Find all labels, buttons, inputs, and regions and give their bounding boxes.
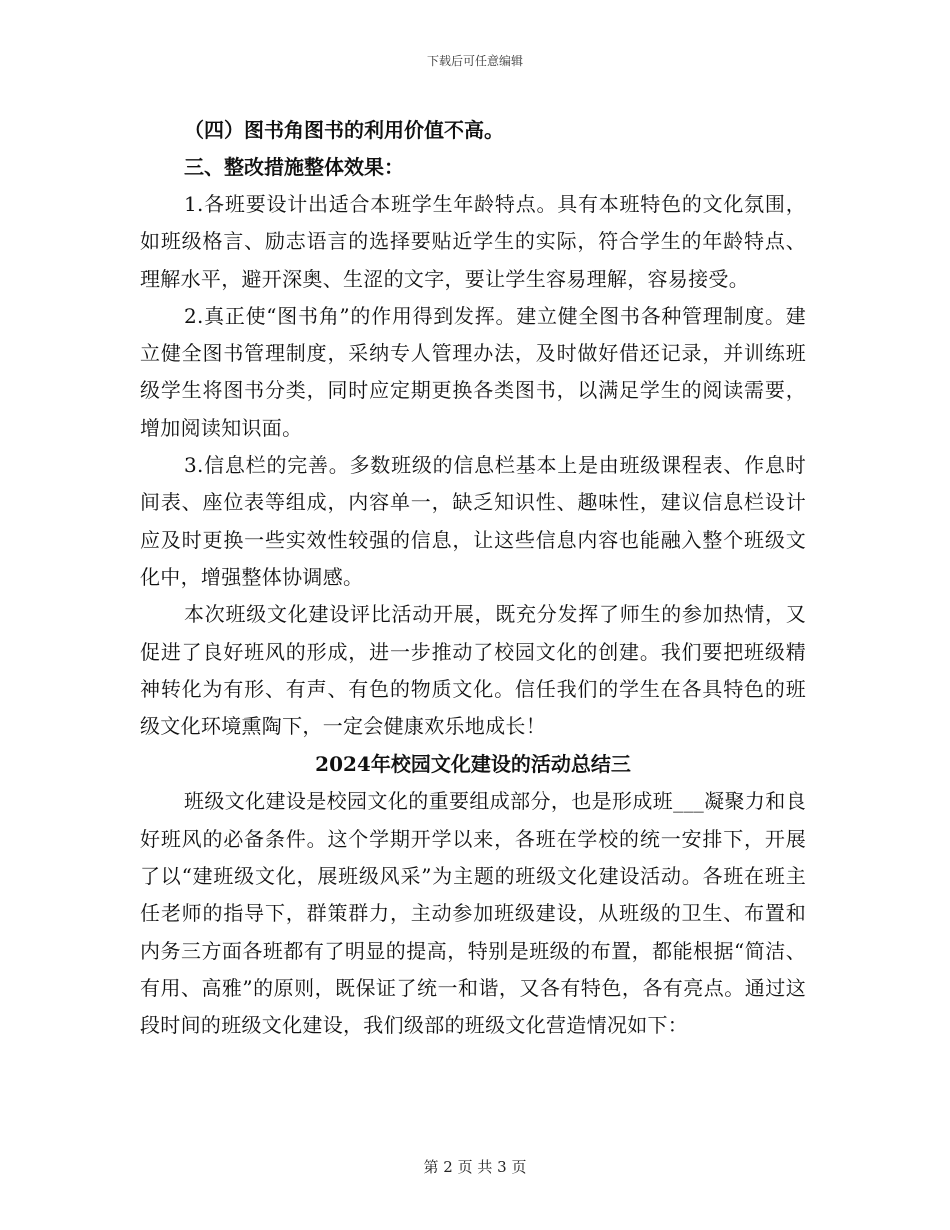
paragraph-item-1: 1.各班要设计出适合本班学生年龄特点。具有本班特色的文化氛围，如班级格言、励志语言的选择要贴近学生的实际，符合学生的年龄特点、理解水平，避开深奥、生涩的文字，要让学生容易理解，容易接受。 xyxy=(140,192,806,291)
heading-three: 三、整改措施整体效果： xyxy=(184,155,404,179)
page-number: 第 2 页 共 3 页 xyxy=(423,1158,527,1176)
page-header-note: 下载后可任意编辑 xyxy=(426,54,523,68)
paragraph-intro: 班级文化建设是校园文化的重要组成部分，也是形成班___凝聚力和良好班风的必备条件。这个学期开学以来，各班在学校的统一安排下，开展了以“建班级文化，展班级风采”为主题的班级文化建设活动。各班在班主任老师的指导下，群策群力，主动参加班级建设，从班级的卫生、布置和内务三方面各班都有了明显的提高，特别是班级的布置，都能根据“简洁、有用、高雅”的原则，既保证了统一和谐，又各有特色，各有亮点。通过这段时间的班级文化建设，我们级部的班级文化营造情况如下： xyxy=(140,789,806,1038)
paragraph-item-3: 3.信息栏的完善。多数班级的信息栏基本上是由班级课程表、作息时间表、座位表等组成，内容单一，缺乏知识性、趣味性，建议信息栏设计应及时更换一些实效性较强的信息，让这些信息内容也能融入整个班级文化中，增强整体协调感。 xyxy=(140,453,806,589)
paragraph-item-2: 2.真正使“图书角”的作用得到发挥。建立健全图书各种管理制度。建立健全图书管理制度，采纳专人管理办法，及时做好借还记录，并训练班级学生将图书分类，同时应定期更换各类图书，以满足学生的阅读需要，增加阅读知识面。 xyxy=(140,303,806,440)
document-body xyxy=(140,112,806,1045)
section-title: 2024年校园文化建设的活动总结三 xyxy=(315,752,631,777)
heading-four: （四）图书角图书的利用价值不高。 xyxy=(184,118,504,142)
paragraph-conclusion: 本次班级文化建设评比活动开展，既充分发挥了师生的参加热情，又促进了良好班风的形成，进一步推动了校园文化的创建。我们要把班级精神转化为有形、有声、有色的物质文化。信任我们的学生在各具特色的班级文化环境熏陶下，一定会健康欢乐地成长！ xyxy=(140,602,806,739)
